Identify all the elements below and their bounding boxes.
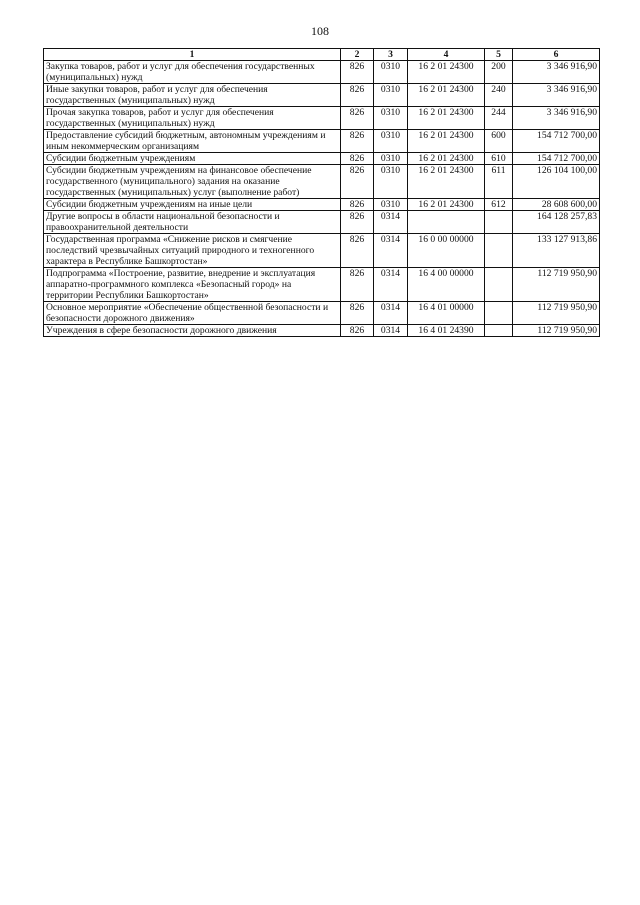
cell-name: Государственная программа «Снижение рисков и смягчение последствий чрезвычайных ситуаций природного и техногенного характера в Республике Башкортостан» <box>44 234 341 268</box>
cell-code-4: 16 2 01 24300 <box>408 165 485 199</box>
table-row <box>44 107 600 130</box>
cell-code-2: 826 <box>341 234 374 268</box>
cell-code-3: 0314 <box>374 268 408 302</box>
cell-amount: 28 608 600,00 <box>513 199 600 211</box>
cell-code-5 <box>485 268 513 302</box>
cell-code-3: 0314 <box>374 302 408 325</box>
cell-code-3: 0310 <box>374 130 408 153</box>
table-row <box>44 325 600 337</box>
cell-code-3: 0314 <box>374 325 408 337</box>
cell-code-4: 16 2 01 24300 <box>408 61 485 84</box>
cell-name: Подпрограмма «Построение, развитие, внедрение и эксплуатация аппаратно-программного комплекса «Безопасный город» на территории Республики Башкортостан» <box>44 268 341 302</box>
cell-code-4: 16 4 01 00000 <box>408 302 485 325</box>
cell-code-3: 0310 <box>374 107 408 130</box>
cell-code-4: 16 2 01 24300 <box>408 107 485 130</box>
table-header-row <box>44 49 600 61</box>
table-row <box>44 153 600 165</box>
table-row <box>44 302 600 325</box>
column-header-5: 5 <box>485 49 513 61</box>
cell-name: Субсидии бюджетным учреждениям <box>44 153 341 165</box>
table-row <box>44 199 600 211</box>
cell-code-2: 826 <box>341 130 374 153</box>
table-row <box>44 268 600 302</box>
cell-code-4: 16 0 00 00000 <box>408 234 485 268</box>
cell-code-5 <box>485 325 513 337</box>
cell-code-5: 200 <box>485 61 513 84</box>
cell-code-3: 0310 <box>374 153 408 165</box>
cell-name: Субсидии бюджетным учреждениям на иные цели <box>44 199 341 211</box>
cell-amount: 164 128 257,83 <box>513 211 600 234</box>
cell-code-5: 610 <box>485 153 513 165</box>
cell-code-2: 826 <box>341 199 374 211</box>
table-row <box>44 84 600 107</box>
cell-code-4: 16 4 00 00000 <box>408 268 485 302</box>
page-number: 108 <box>311 24 329 38</box>
cell-code-5: 240 <box>485 84 513 107</box>
column-header-3: 3 <box>374 49 408 61</box>
column-header-2: 2 <box>341 49 374 61</box>
table-row <box>44 165 600 199</box>
cell-code-5: 600 <box>485 130 513 153</box>
cell-amount: 3 346 916,90 <box>513 61 600 84</box>
table-row <box>44 61 600 84</box>
table-row <box>44 130 600 153</box>
cell-name: Субсидии бюджетным учреждениям на финансовое обеспечение государственного (муниципального) задания на оказание государственных (муниципальных) услуг (выполнение работ) <box>44 165 341 199</box>
cell-amount: 154 712 700,00 <box>513 130 600 153</box>
cell-code-5 <box>485 234 513 268</box>
cell-code-5: 612 <box>485 199 513 211</box>
cell-code-2: 826 <box>341 153 374 165</box>
cell-code-5 <box>485 302 513 325</box>
cell-name: Предоставление субсидий бюджетным, автономным учреждениям и иным некоммерческим организациям <box>44 130 341 153</box>
cell-name: Закупка товаров, работ и услуг для обеспечения государственных (муниципальных) нужд <box>44 61 341 84</box>
cell-amount: 112 719 950,90 <box>513 325 600 337</box>
cell-amount: 3 346 916,90 <box>513 84 600 107</box>
cell-code-5: 611 <box>485 165 513 199</box>
cell-amount: 154 712 700,00 <box>513 153 600 165</box>
table-row <box>44 211 600 234</box>
cell-amount: 133 127 913,86 <box>513 234 600 268</box>
cell-code-4 <box>408 211 485 234</box>
cell-code-3: 0314 <box>374 234 408 268</box>
cell-name: Основное мероприятие «Обеспечение общественной безопасности и безопасности дорожного движения» <box>44 302 341 325</box>
cell-amount: 3 346 916,90 <box>513 107 600 130</box>
cell-code-2: 826 <box>341 268 374 302</box>
cell-code-4: 16 4 01 24390 <box>408 325 485 337</box>
cell-amount: 112 719 950,90 <box>513 268 600 302</box>
column-header-4: 4 <box>408 49 485 61</box>
cell-code-5: 244 <box>485 107 513 130</box>
cell-code-4: 16 2 01 24300 <box>408 153 485 165</box>
cell-name: Другие вопросы в области национальной безопасности и правоохранительной деятельности <box>44 211 341 234</box>
table-body <box>44 61 600 337</box>
cell-name: Иные закупки товаров, работ и услуг для обеспечения государственных (муниципальных) нужд <box>44 84 341 107</box>
cell-code-2: 826 <box>341 84 374 107</box>
cell-code-5 <box>485 211 513 234</box>
cell-code-3: 0310 <box>374 165 408 199</box>
cell-code-3: 0310 <box>374 199 408 211</box>
cell-amount: 112 719 950,90 <box>513 302 600 325</box>
cell-code-2: 826 <box>341 61 374 84</box>
cell-code-2: 826 <box>341 302 374 325</box>
cell-code-3: 0310 <box>374 61 408 84</box>
cell-name: Прочая закупка товаров, работ и услуг для обеспечения государственных (муниципальных) нужд <box>44 107 341 130</box>
cell-name: Учреждения в сфере безопасности дорожного движения <box>44 325 341 337</box>
cell-code-2: 826 <box>341 211 374 234</box>
column-header-6: 6 <box>513 49 600 61</box>
cell-code-4: 16 2 01 24300 <box>408 130 485 153</box>
table-row <box>44 234 600 268</box>
cell-code-2: 826 <box>341 165 374 199</box>
cell-code-2: 826 <box>341 325 374 337</box>
cell-code-4: 16 2 01 24300 <box>408 199 485 211</box>
cell-code-3: 0310 <box>374 84 408 107</box>
cell-code-3: 0314 <box>374 211 408 234</box>
cell-amount: 126 104 100,00 <box>513 165 600 199</box>
budget-table <box>43 48 600 337</box>
cell-code-2: 826 <box>341 107 374 130</box>
column-header-1: 1 <box>44 49 341 61</box>
cell-code-4: 16 2 01 24300 <box>408 84 485 107</box>
